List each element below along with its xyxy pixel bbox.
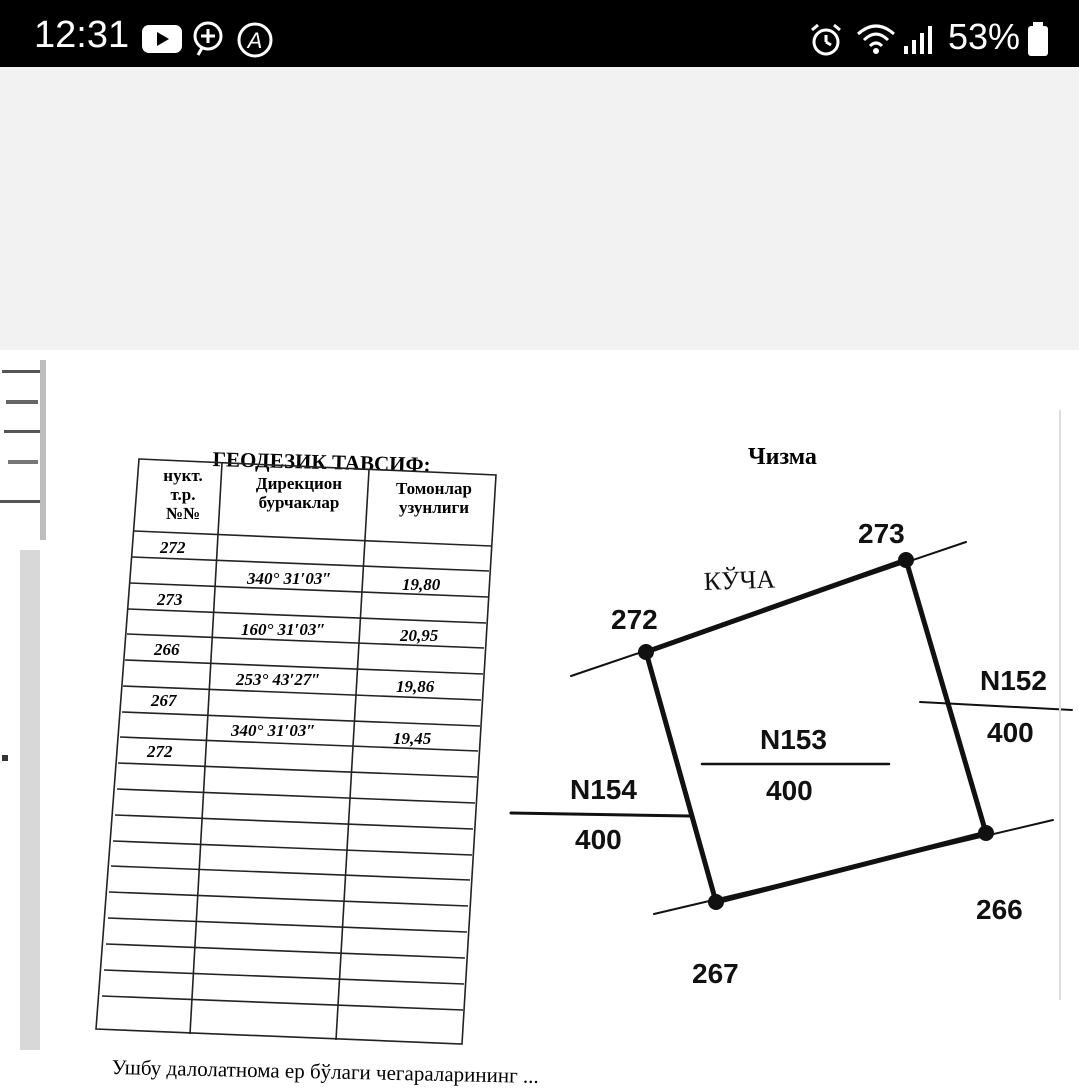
point-label-266: 266 bbox=[976, 894, 1023, 925]
drawing-title: Чизма bbox=[748, 444, 817, 470]
boundary-point-273 bbox=[898, 552, 914, 568]
table-header-point: нукт. т.р. №№ bbox=[163, 466, 203, 523]
boundary-point-272 bbox=[638, 644, 654, 660]
neighbor-152-line bbox=[920, 702, 1072, 710]
boundary-point-267 bbox=[708, 894, 724, 910]
table-length-cell: 20,95 bbox=[400, 626, 439, 645]
table-point-cell: 272 bbox=[147, 742, 173, 761]
parcel-152-area: 400 bbox=[987, 717, 1034, 748]
point-label-272: 272 bbox=[611, 604, 658, 635]
table-length-cell: 19,80 bbox=[402, 575, 441, 594]
table-angle-cell: 340° 31′03″ bbox=[247, 569, 332, 588]
table-point-cell: 273 bbox=[157, 590, 183, 609]
parcel-154-area: 400 bbox=[575, 824, 622, 855]
status-time: 12:31 bbox=[34, 14, 130, 56]
parcel-154-number: N154 bbox=[570, 774, 637, 805]
parcel-153-area: 400 bbox=[766, 775, 813, 806]
table-title: ГЕОДЕЗИК ТАВСИФ: bbox=[212, 447, 431, 477]
point-label-273: 273 bbox=[858, 518, 905, 549]
parcel-152-number: N152 bbox=[980, 665, 1047, 696]
table-header-angle: Дирекцион бурчаклар bbox=[255, 474, 343, 512]
street-label: КЎЧА bbox=[703, 564, 776, 596]
table-angle-cell: 160° 31′03″ bbox=[241, 620, 326, 639]
table-point-cell: 266 bbox=[154, 640, 180, 659]
point-label-267: 267 bbox=[692, 958, 739, 989]
svg-text:A: A bbox=[247, 28, 263, 53]
table-point-cell: 272 bbox=[160, 538, 186, 557]
table-angle-cell: 340° 31′03″ bbox=[231, 721, 316, 740]
boundary-point-266 bbox=[978, 825, 994, 841]
table-header-length: Томонлар узунлиги bbox=[396, 479, 472, 517]
parcel-153-number: N153 bbox=[760, 724, 827, 755]
table-point-cell: 267 bbox=[151, 691, 177, 710]
table-length-cell: 19,86 bbox=[396, 677, 435, 696]
table-length-cell: 19,45 bbox=[393, 729, 432, 748]
table-angle-cell: 253° 43′27″ bbox=[236, 670, 321, 689]
footer-text: Ушбу далолатнома ер бўлаги чегараларининг ... bbox=[111, 1055, 539, 1088]
neighbor-154-line bbox=[511, 813, 690, 816]
battery-percent: 53% bbox=[948, 16, 1021, 57]
